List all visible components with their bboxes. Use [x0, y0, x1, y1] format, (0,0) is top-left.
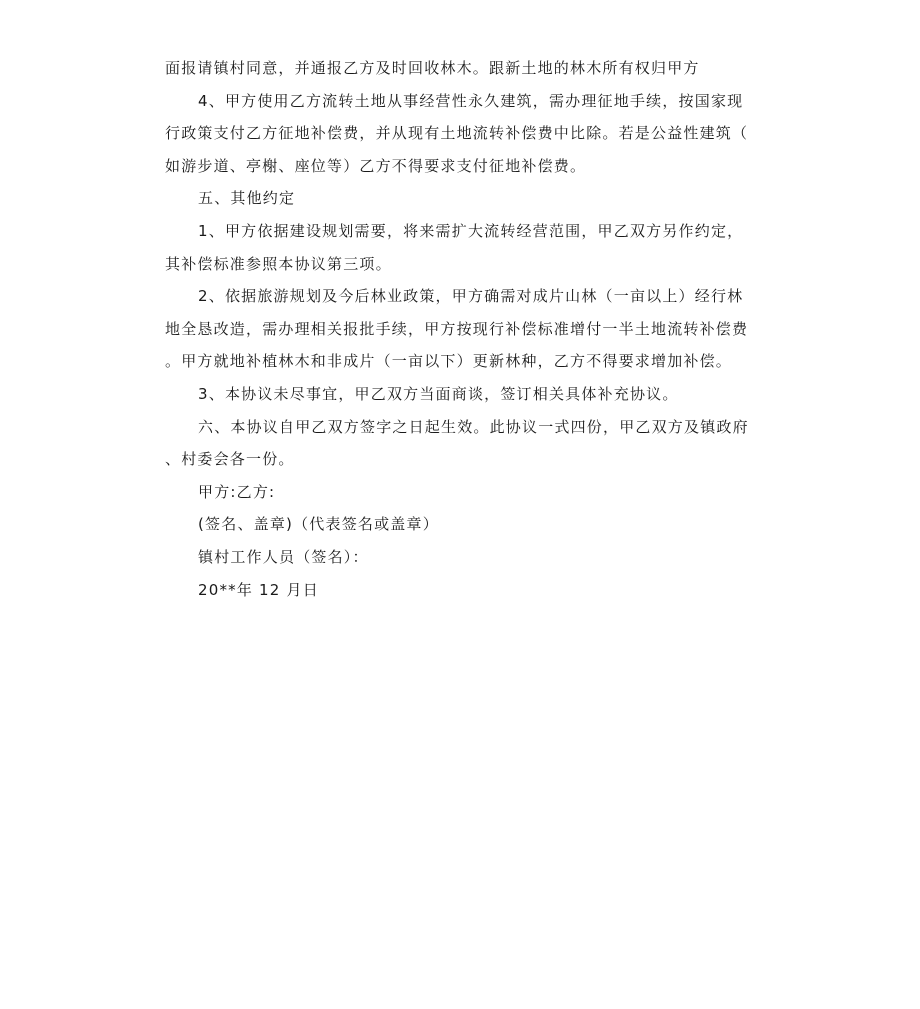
section-heading-other-agreements: 五、其他约定 — [198, 189, 296, 208]
date-line: 20**年 12 月日 — [198, 580, 319, 599]
clause-5-3-line: 3、本协议未尽事宜，甲乙双方当面商谈，签订相关具体补充协议。 — [198, 384, 679, 403]
staff-signature-label: 镇村工作人员（签名）： — [198, 547, 369, 566]
clause-5-2-line-3: 。甲方就地补植林木和非成片（一亩以下）更新林种，乙方不得要求增加补偿。 — [165, 352, 733, 371]
clause-5-1-line-2: 其补偿标准参照本协议第三项。 — [165, 254, 392, 273]
clause-5-2-line-1: 2、依据旅游规划及今后林业政策，甲方确需对成片山林（一亩以上）经行林 — [198, 287, 744, 306]
clause-5-1-line-1: 1、甲方依据建设规划需要，将来需扩大流转经营范围，甲乙双方另作约定， — [198, 221, 744, 240]
clause-6-line-1: 六、本协议自甲乙双方签字之日起生效。此协议一式四份，甲乙双方及镇政府 — [198, 417, 749, 436]
clause-6-line-2: 、村委会各一份。 — [165, 450, 295, 469]
paragraph-line: 面报请镇村同意，并通报乙方及时回收林木。跟新土地的林木所有权归甲方 — [165, 59, 700, 77]
clause-4-line-2: 行政策支付乙方征地补偿费，并从现有土地流转补偿费中比除。若是公益性建筑（ — [165, 124, 749, 143]
signature-instructions: (签名、盖章)（代表签名或盖章） — [198, 515, 439, 534]
document-body — [165, 52, 757, 606]
clause-4-line-3: 如游步道、亭榭、座位等）乙方不得要求支付征地补偿费。 — [165, 156, 587, 175]
clause-5-2-line-2: 地全恳改造，需办理相关报批手续，甲方按现行补偿标准增付一半土地流转补偿费 — [165, 319, 749, 338]
party-labels: 甲方:乙方: — [198, 482, 276, 501]
clause-4-line-1: 4、甲方使用乙方流转土地从事经营性永久建筑，需办理征地手续，按国家现 — [198, 91, 744, 110]
